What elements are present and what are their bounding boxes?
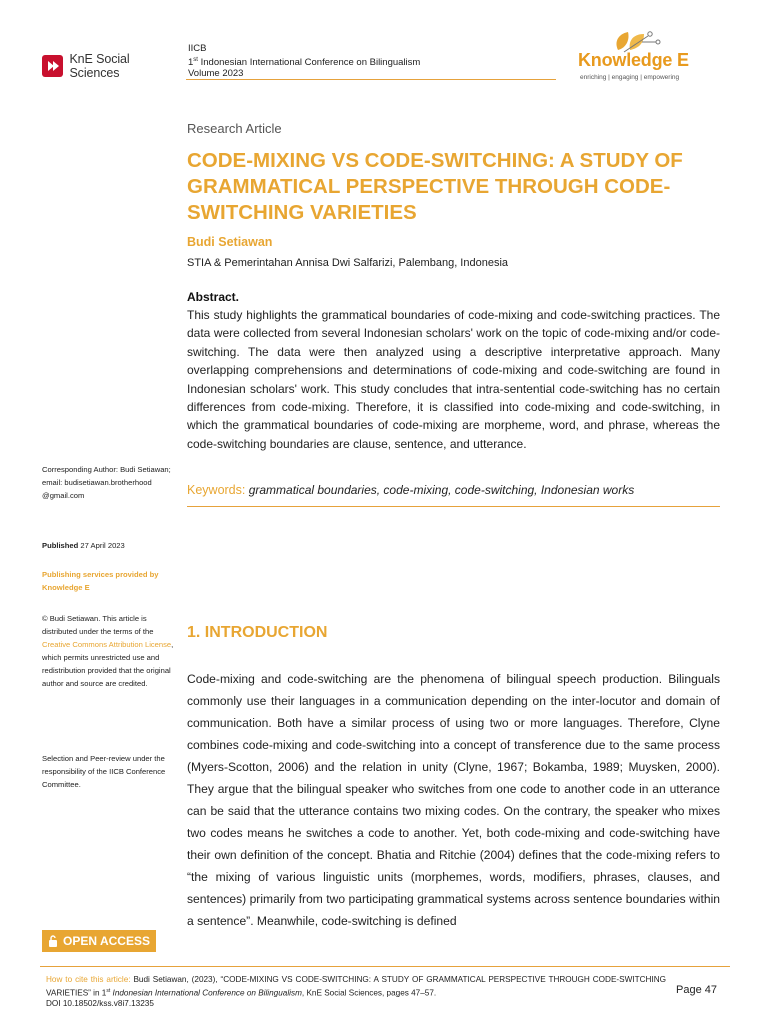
published-label: Published — [42, 541, 79, 550]
license-suffix: , which permits unrestricted use and redistribution provided that the original author and source are credited. — [42, 640, 174, 688]
header-divider — [186, 79, 556, 80]
published-date: 27 April 2023 — [78, 541, 125, 550]
open-access-label: OPEN ACCESS — [63, 934, 150, 948]
journal-name: KnE Social Sciences — [69, 52, 130, 80]
conference-info — [188, 43, 420, 80]
doi[interactable]: DOI 10.18502/kss.v8i7.13235 — [46, 998, 154, 1008]
keywords-divider — [187, 506, 720, 507]
conference-ordinal-suffix: st — [193, 56, 198, 63]
publisher-tagline: enriching | engaging | empowering — [580, 74, 680, 81]
page-number: Page 47 — [676, 984, 717, 996]
footer-divider — [40, 966, 730, 967]
open-lock-icon — [48, 935, 58, 947]
citation — [46, 975, 666, 1009]
cite-sup: st — [106, 987, 111, 994]
peer-review-text: Selection and Peer-review under the responsibility of the IICB Conference Committee. — [42, 754, 166, 789]
cite-conference: Indonesian International Conference on Bilingualism — [110, 988, 302, 998]
creative-commons-link[interactable]: Creative Commons Attribution License — [42, 640, 172, 649]
conference-name-line — [188, 55, 420, 69]
conference-code: IICB — [188, 43, 207, 54]
cite-part2: , KnE Social Sciences, pages 47–57. — [301, 988, 437, 998]
volume: Volume 2023 — [188, 68, 244, 80]
journal-logo — [42, 54, 180, 78]
publisher-logo — [578, 28, 708, 88]
keywords — [187, 483, 727, 497]
cite-label: How to cite this article: — [46, 975, 131, 984]
section-heading-introduction: 1. INTRODUCTION — [187, 624, 328, 641]
author-name: Budi Setiawan — [187, 235, 273, 249]
kne-logo-icon — [42, 55, 63, 77]
conference-name: Indonesian International Conference on Bilingualism — [197, 56, 421, 68]
article-type: Research Article — [187, 121, 282, 136]
publishing-services-text: Publishing services provided by Knowledge E — [42, 570, 159, 592]
cite-part1: Budi Setiawan, (2023), “CODE-MIXING VS CODE-SWITCHING: A STUDY OF GRAMMATICAL PERSPECTIVE THROUGH CODE-SWITCHING VARIETIES” in 1 — [46, 975, 666, 998]
article-title: CODE-MIXING VS CODE-SWITCHING: A STUDY OF GRAMMATICAL PERSPECTIVE THROUGH CODE-SWITCHING VARIETIES — [187, 149, 683, 224]
abstract-text: This study highlights the grammatical boundaries of code-mixing and code-switching practices. The data were collected from several Indonesian scholars' work on the topic of code-mixing and/or code-switching. The data were then analyzed using a descriptive interpretative approach. Many overlapping comprehensions and determinations of code-mixing and code-switching are found in Indonesian scholars' work. This study concludes that intra-sentential code-switching has no certain differences from code-mixing. Therefore, it is classified into code-mixing and code-switching, in which the grammatical boundaries of code-mixing are morpheme, word, and phrase, whereas the code-switching boundaries are clause, sentence, and utterance. — [187, 308, 720, 451]
published-info — [42, 539, 178, 552]
keywords-label: Keywords: — [187, 483, 246, 497]
publisher-name: Knowledge E — [578, 50, 689, 70]
introduction-text: Code-mixing and code-switching are the phenomena of bilingual speech production. Bilinguals commonly use their languages in a communication depending on the inter-locutor and domain of communication. Both have a similar process of using two or more languages. Therefore, Clyne combines code-mixing and code-switching into a concept of transference due to the same process (Myers-Scotton, 2006) and the relation in unity (Clyne, 1967; Bokamba, 1989; Muysken, 2000). They argue that the bilingual speaker who switches from one code to another code in an utterance can be said that the utterance contains two mixing codes. On the contrary, the speaker who mixes two codes means he switches a code to another. Yet, both code-mixing and code-switching have their own definition of the concept. Bhatia and Ritchie (2004) defines that the code-mixing refers to “the mixing of various linguistic units (morphemes, words, modifiers, phrases, clauses, and sentences) primarily from two participating grammatical systems across sentence boundaries within a sentence”. Meanwhile, code-switching is defined — [187, 672, 720, 928]
abstract-heading: Abstract. — [187, 290, 240, 304]
author-affiliation: STIA & Pemerintahan Annisa Dwi Salfarizi, Palembang, Indonesia — [187, 257, 509, 269]
publishing-services — [42, 568, 178, 594]
corresponding-author — [42, 463, 178, 502]
keywords-list: grammatical boundaries, code-mixing, code-switching, Indonesian works — [248, 483, 635, 497]
peer-review-info — [42, 752, 178, 791]
license-info — [42, 612, 178, 690]
open-access-badge — [42, 930, 156, 952]
conference-ordinal: 1 — [188, 56, 194, 68]
corresponding-author-text: Corresponding Author: Budi Setiawan; email: budisetiawan.brotherhood @gmail.com — [42, 465, 171, 500]
license-prefix: © Budi Setiawan. This article is distributed under the terms of the — [42, 614, 154, 636]
